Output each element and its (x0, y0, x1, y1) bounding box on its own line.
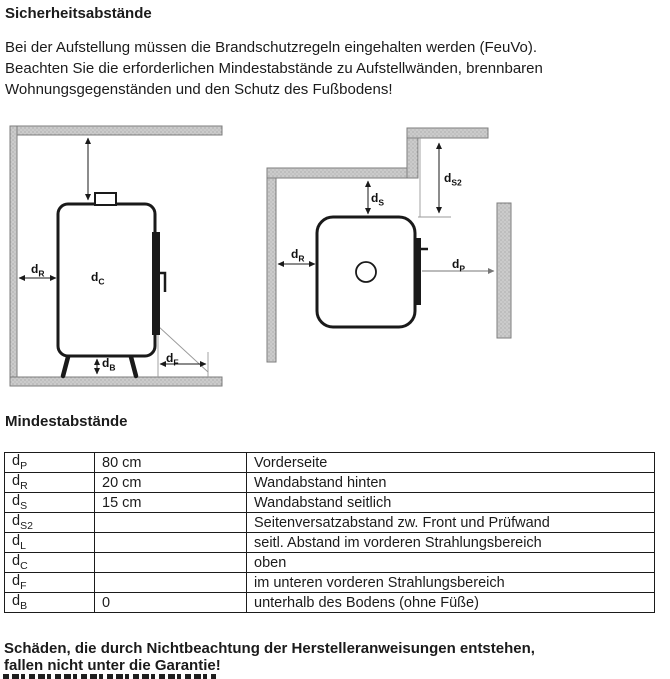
dim-symbol: $d_B$ (5, 593, 95, 613)
table-row (5, 493, 655, 513)
door-handle (160, 273, 165, 292)
dim-symbol: $d_P$ (5, 453, 95, 473)
ds-label: $d_S$ (371, 191, 385, 208)
intro-line: Bei der Aufstellung müssen die Brandschutzregeln eingehalten werden (FeuVo). (5, 39, 537, 56)
rear-wall-upper (407, 128, 488, 138)
dim-symbol: $d_C$ (5, 553, 95, 573)
df-label: $d_F$ (166, 351, 179, 368)
dim-value (95, 533, 247, 553)
stove-door-top (415, 238, 421, 305)
dim-value: 80 cm (95, 453, 247, 473)
warning-line: fallen nicht unter die Garantie! (4, 657, 221, 674)
page-title: Sicherheitsabstände (5, 5, 152, 22)
dim-value: 15 cm (95, 493, 247, 513)
top-view-diagram (240, 115, 530, 385)
side-view-diagram (0, 115, 235, 390)
ds2-label: $d_{S2}$ (444, 171, 462, 188)
stove-leg (131, 357, 136, 376)
flue-outlet (356, 262, 376, 282)
clipped-text-line (3, 674, 216, 679)
table-row (5, 553, 655, 573)
dim-value (95, 513, 247, 533)
dim-desc: Wandabstand hinten (247, 473, 655, 493)
dim-desc: unterhalb des Bodens (ohne Füße) (247, 593, 655, 613)
rear-wall-lower (267, 168, 418, 178)
side-wall-left (267, 168, 276, 362)
test-wall-front (497, 203, 511, 338)
flue-collar (95, 193, 116, 205)
dim-symbol: $d_R$ (5, 473, 95, 493)
stove-body (58, 204, 155, 356)
floor (10, 377, 222, 386)
dim-value: 20 cm (95, 473, 247, 493)
intro-line: Beachten Sie die erforderlichen Mindestabstände zu Aufstellwänden, brennbaren (5, 60, 543, 77)
dim-symbol: $d_F$ (5, 573, 95, 593)
section-title-mindestabstaende: Mindestabstände (5, 413, 128, 430)
table-row (5, 473, 655, 493)
stove-door (152, 232, 160, 335)
dim-desc: seitl. Abstand im vorderen Strahlungsbereich (247, 533, 655, 553)
table-row (5, 513, 655, 533)
dim-symbol: $d_S$ (5, 493, 95, 513)
dr-label-side: $d_R$ (31, 262, 45, 279)
table-row (5, 573, 655, 593)
dim-symbol: $d_L$ (5, 533, 95, 553)
dc-label: $d_C$ (91, 270, 105, 287)
dim-desc: Seitenversatzabstand zw. Front und Prüfwand (247, 513, 655, 533)
diagram-area (0, 115, 670, 411)
warranty-warning-text (4, 640, 535, 674)
table-row (5, 453, 655, 473)
rear-wall (10, 126, 17, 386)
dim-desc: oben (247, 553, 655, 573)
intro-line: Wohnungsgegenständen und den Schutz des Fußbodens! (5, 81, 393, 98)
intro-paragraph (5, 37, 543, 100)
table-row (5, 533, 655, 553)
warning-line: Schäden, die durch Nichtbeachtung der Herstelleranweisungen entstehen, (4, 640, 535, 657)
dim-value (95, 553, 247, 573)
min-distances-table (4, 452, 655, 613)
dim-value: 0 (95, 593, 247, 613)
dim-desc: Vorderseite (247, 453, 655, 473)
table-row (5, 593, 655, 613)
db-label: $d_B$ (102, 356, 116, 373)
dp-label: $d_P$ (452, 257, 466, 274)
ceiling-wall (10, 126, 222, 135)
stove-leg (63, 357, 68, 376)
dim-desc: Wandabstand seitlich (247, 493, 655, 513)
dim-value (95, 573, 247, 593)
dr-label-top: $d_R$ (291, 247, 305, 264)
dim-symbol: $d_{S2}$ (5, 513, 95, 533)
dim-desc: im unteren vorderen Strahlungsbereich (247, 573, 655, 593)
